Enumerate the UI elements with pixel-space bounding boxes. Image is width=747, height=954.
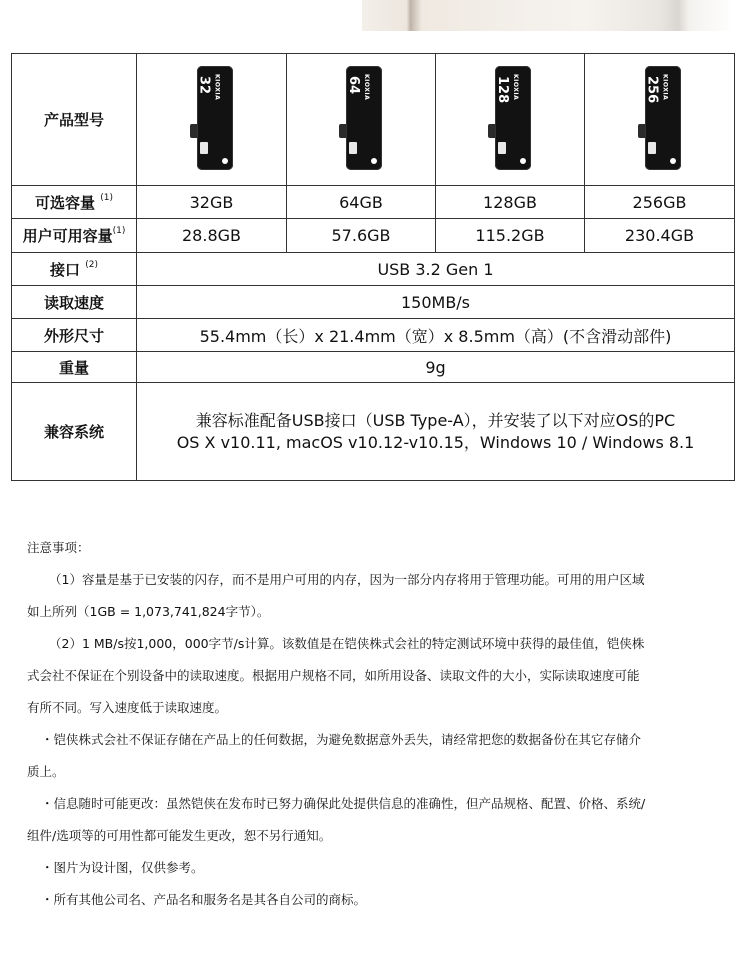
drive-capacity: 32 — [196, 76, 212, 95]
capacity-value: 256GB — [585, 186, 735, 219]
model-cell-32 — [137, 54, 287, 186]
note-1-line: （1）容量是基于已安装的闪存，而不是用户可用的内存，因为一部分内存将用于管理功能。可用的用户区域 — [49, 572, 645, 587]
drive-capacity: 64 — [346, 76, 361, 95]
speed-label: 读取速度 — [12, 286, 137, 319]
table-row-compat — [12, 383, 735, 481]
table-row-size — [12, 319, 735, 352]
usable-label: 用户可用容量$^{(1)}$ — [12, 219, 137, 253]
usable-value: 57.6GB — [287, 219, 436, 253]
speed-value: 150MB/s — [137, 286, 735, 319]
note-2-line: 式会社不保证在个别设备中的读取速度。根据用户规格不同，如所用设备、读取文件的大小，实际读取速度可能 — [27, 668, 640, 683]
usb-drive-image — [488, 66, 532, 172]
usb-drive-image — [638, 66, 682, 172]
model-label: 产品型号 — [12, 54, 137, 186]
model-cell-256 — [585, 54, 735, 186]
bullet-2-line: 组件/选项等的可用性都可能发生更改，恕不另行通知。 — [27, 828, 332, 843]
usable-value: 115.2GB — [436, 219, 585, 253]
weight-label: 重量 — [12, 352, 137, 383]
brand-text: KIOXIA — [661, 74, 669, 101]
note-1-line: 如上所列（1GB = 1,073,741,824字节）。 — [27, 604, 270, 619]
model-cell-64 — [287, 54, 436, 186]
interface-label: 接口 $^{(2)}$ — [12, 253, 137, 286]
notes-section — [27, 532, 733, 916]
notes-title: 注意事项： — [27, 540, 90, 555]
capacity-value: 32GB — [137, 186, 287, 219]
interface-value: USB 3.2 Gen 1 — [137, 253, 735, 286]
table-row-usable — [12, 219, 735, 253]
capacity-value: 64GB — [287, 186, 436, 219]
capacity-label: 可选容量 $^{(1)}$ — [12, 186, 137, 219]
note-2-line: 有所不同。写入速度低于读取速度。 — [27, 700, 228, 715]
bullet-4: ・所有其他公司名、产品名和服务名是其各自公司的商标。 — [41, 892, 367, 907]
usable-value: 28.8GB — [137, 219, 287, 253]
compat-label: 兼容系统 — [12, 383, 137, 481]
note-2-line: （2）1 MB/s按1,000，000字节/s计算。该数值是在铠侠株式会社的特定测试环境中获得的最佳值，铠侠株 — [49, 636, 645, 651]
bullet-1-line: 质上。 — [27, 764, 65, 779]
size-value: 55.4mm（长）x 21.4mm（宽）x 8.5mm（高）(不含滑动部件) — [137, 319, 735, 352]
product-photo-strip — [362, 0, 734, 31]
size-label: 外形尺寸 — [12, 319, 137, 352]
table-row-speed — [12, 286, 735, 319]
usable-value: 230.4GB — [585, 219, 735, 253]
bullet-3: ・图片为设计图，仅供参考。 — [41, 860, 204, 875]
brand-text: KIOXIA — [512, 74, 519, 101]
usb-drive-image — [339, 66, 383, 172]
bullet-2-line: ・信息随时可能更改：虽然铠侠在发布时已努力确保此处提供信息的准确性，但产品规格、配置、价格、系统/ — [41, 796, 646, 811]
compat-line: 兼容标准配备USB接口（USB Type-A），并安装了以下对应OS的PC — [195, 410, 676, 430]
brand-text: KIOXIA — [213, 74, 221, 101]
table-row-weight — [12, 352, 735, 383]
drive-capacity: 128 — [495, 76, 510, 104]
compat-line: OS X v10.11, macOS v10.12-v10.15，Windows 10 / Windows 8.1 — [176, 432, 695, 452]
usb-drive-image — [190, 66, 234, 172]
brand-text: KIOXIA — [363, 74, 370, 101]
capacity-value: 128GB — [436, 186, 585, 219]
table-row-model — [12, 54, 735, 186]
model-cell-128 — [436, 54, 585, 186]
table-row-capacity — [12, 186, 735, 219]
spec-table — [11, 53, 735, 481]
bullet-1-line: ・铠侠株式会社不保证存储在产品上的任何数据，为避免数据意外丢失，请经常把您的数据备份在其它存储介 — [41, 732, 642, 747]
drive-capacity: 256 — [644, 76, 660, 104]
weight-value: 9g — [137, 352, 735, 383]
compat-value — [137, 383, 735, 481]
table-row-interface — [12, 253, 735, 286]
